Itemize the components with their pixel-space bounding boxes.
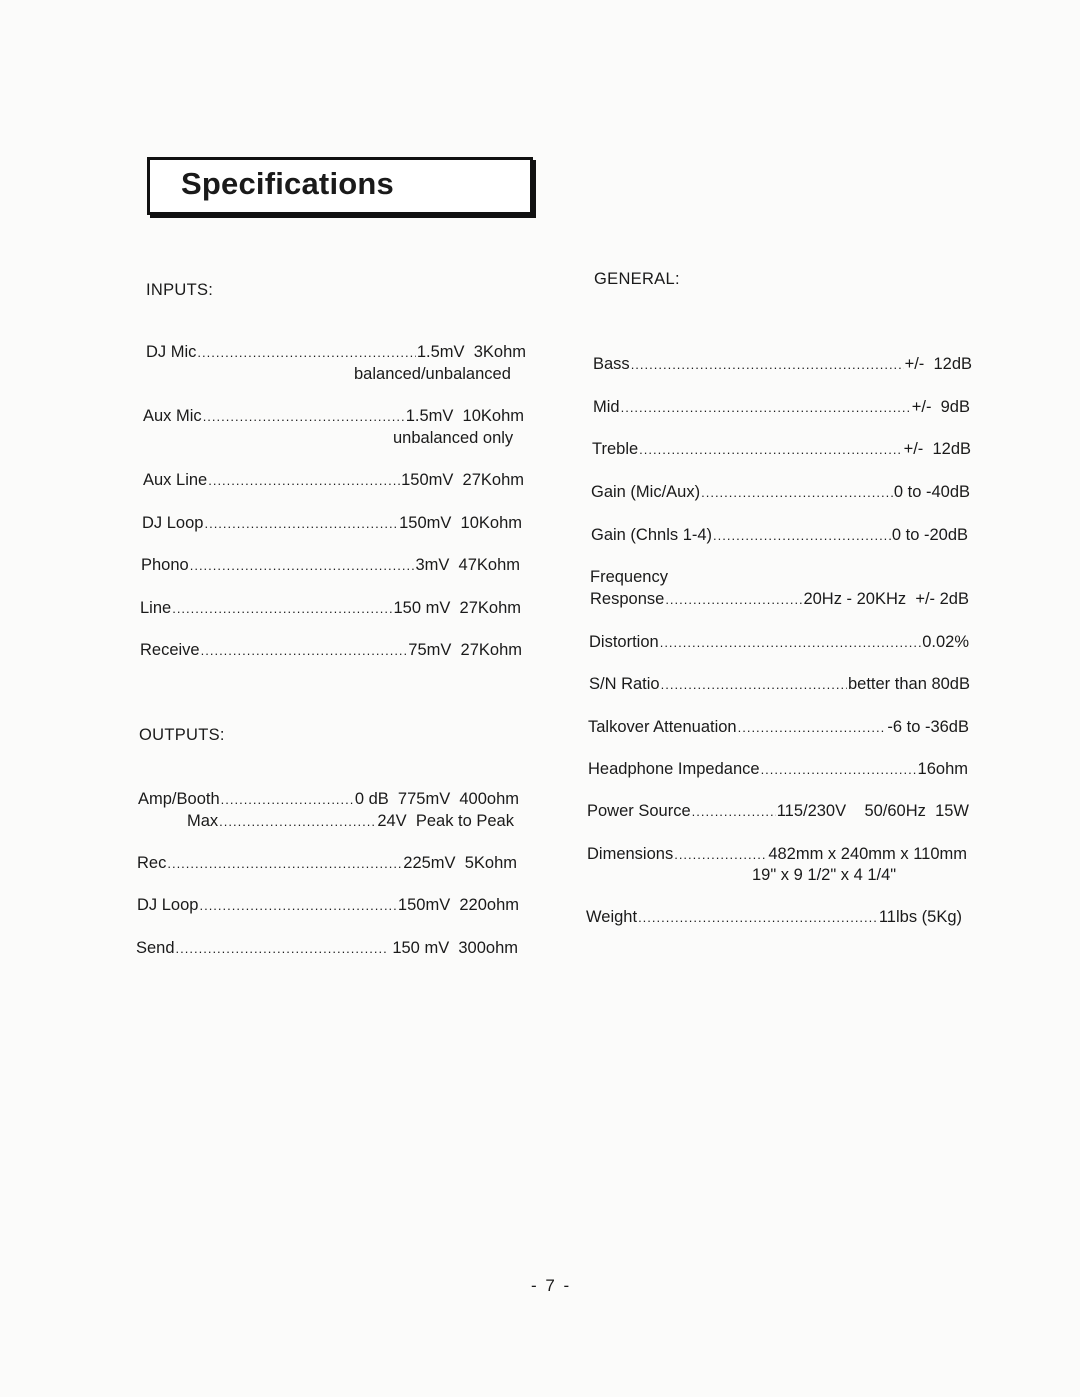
spec-label: Bass <box>593 355 630 373</box>
spec-label: Treble <box>592 440 639 458</box>
spec-value: 0 dB 775mV 400ohm <box>354 790 519 808</box>
spec-row-power-source <box>587 802 969 821</box>
spec-label: Amp/Booth <box>138 790 220 808</box>
spec-value: 150mV 27Kohm <box>401 471 524 489</box>
spec-row-max <box>187 812 514 831</box>
spec-label: Rec <box>137 854 167 872</box>
spec-value: +/- 12dB <box>903 440 971 458</box>
spec-label: Talkover Attenuation <box>588 718 737 736</box>
spec-value: 482mm x 240mm x 110mm <box>768 845 967 863</box>
spec-subvalue: balanced/unbalanced <box>354 365 511 383</box>
spec-subvalue: 19" x 9 1/2" x 4 1/4" <box>752 866 897 884</box>
spec-value: 150mV 10Kohm <box>399 514 522 532</box>
spec-row-dj-loop <box>142 514 522 533</box>
spec-label: Aux Mic <box>143 407 202 425</box>
spec-row-dj-loop-out <box>137 896 519 915</box>
spec-row-amp-booth <box>138 790 519 809</box>
page-number: - 7 - <box>531 1276 572 1295</box>
spec-label: Line <box>140 599 172 617</box>
spec-row-receive <box>140 641 522 660</box>
spec-label: Headphone Impedance <box>588 760 760 778</box>
spec-label: Send <box>136 939 175 957</box>
spec-row-mid <box>593 398 970 417</box>
spec-row-frequency-response <box>590 590 969 609</box>
spec-row-weight <box>586 908 962 927</box>
spec-label: Phono <box>141 556 189 574</box>
spec-value: 24V Peak to Peak <box>377 812 514 830</box>
spec-row-gain-chnls <box>591 526 968 545</box>
spec-value: 16ohm <box>917 760 968 778</box>
spec-value: 1.5mV 3Kohm <box>416 343 526 361</box>
spec-row-gain-mic-aux <box>591 483 970 502</box>
spec-row-talkover <box>588 718 969 737</box>
spec-label: Gain (Mic/Aux) <box>591 483 701 501</box>
spec-value: +/- 12dB <box>904 355 972 373</box>
spec-row-rec <box>137 854 517 873</box>
spec-row-headphone <box>588 760 968 779</box>
spec-value: 0 to -40dB <box>893 483 970 501</box>
spec-row-send <box>136 939 518 958</box>
spec-row-treble <box>592 440 971 459</box>
spec-value: 1.5mV 10Kohm <box>405 407 524 425</box>
spec-label: S/N Ratio <box>589 675 660 693</box>
spec-value: 150 mV 27Kohm <box>393 599 521 617</box>
spec-label: DJ Mic <box>146 343 197 361</box>
outputs-heading: OUTPUTS: <box>139 726 225 744</box>
spec-value: 20Hz - 20KHz +/- 2dB <box>803 590 969 608</box>
spec-value: better than 80dB <box>847 675 970 693</box>
spec-label: Response <box>590 590 665 608</box>
page-title: Specifications <box>181 166 394 201</box>
spec-value: +/- 9dB <box>911 398 970 416</box>
spec-value: 0 to -20dB <box>891 526 968 544</box>
spec-row-dj-mic <box>146 343 526 362</box>
spec-row-line <box>140 599 521 618</box>
spec-label: DJ Loop <box>142 514 204 532</box>
inputs-heading: INPUTS: <box>146 281 214 299</box>
spec-label: Mid <box>593 398 620 416</box>
spec-label: Max <box>187 812 219 830</box>
spec-label: Aux Line <box>143 471 208 489</box>
spec-label: Weight <box>586 908 638 926</box>
spec-label: Frequency <box>590 568 668 586</box>
spec-value: 3mV 47Kohm <box>415 556 520 574</box>
spec-value: 115/230V 50/60Hz 15W <box>776 802 969 820</box>
spec-row-aux-line <box>143 471 524 490</box>
title-box <box>147 157 533 215</box>
spec-value: 225mV 5Kohm <box>403 854 517 872</box>
spec-subvalue: unbalanced only <box>393 429 514 447</box>
spec-row-dimensions <box>587 845 967 864</box>
spec-value: 0.02% <box>922 633 969 651</box>
spec-row-phono <box>141 556 520 575</box>
spec-row-bass <box>593 355 972 374</box>
spec-label: Receive <box>140 641 200 659</box>
spec-row-aux-mic <box>143 407 524 426</box>
spec-value: 75mV 27Kohm <box>408 641 522 659</box>
spec-label: Distortion <box>589 633 659 651</box>
spec-value: -6 to -36dB <box>887 718 969 736</box>
spec-row-distortion <box>589 633 969 652</box>
spec-value: 150mV 220ohm <box>397 896 519 914</box>
spec-label: Dimensions <box>587 845 674 863</box>
spec-label: Power Source <box>587 802 691 820</box>
spec-row-sn-ratio <box>589 675 970 694</box>
spec-value: 150 mV 300ohm <box>387 939 518 957</box>
spec-value: 11lbs (5Kg) <box>878 908 962 926</box>
general-heading: GENERAL: <box>594 270 680 288</box>
spec-label: DJ Loop <box>137 896 199 914</box>
spec-label: Gain (Chnls 1-4) <box>591 526 713 544</box>
